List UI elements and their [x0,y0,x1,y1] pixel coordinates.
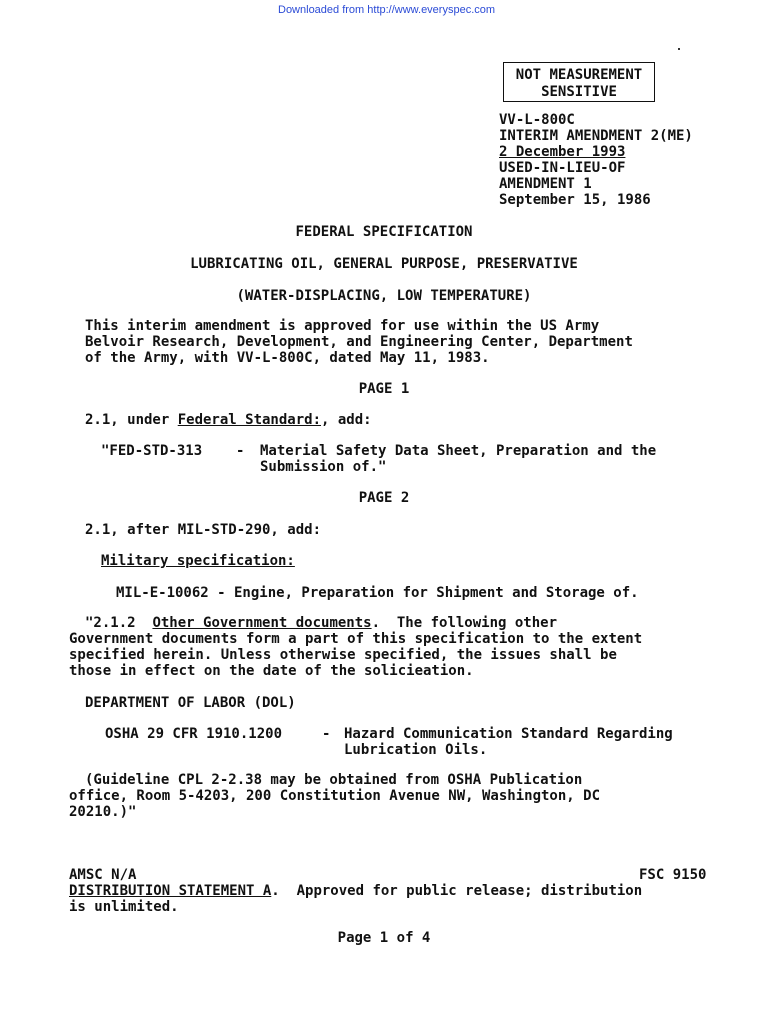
page-2-item: 2.1, after MIL-STD-290, add: [85,522,322,538]
intro-line-3: of the Army, with VV-L-800C, dated May 11, 1983. [85,350,490,366]
amendment-1-date: September 15, 1986 [499,192,651,208]
download-source-link[interactable]: Downloaded from http://www.everyspec.com [278,4,496,16]
distribution-line-2: is unlimited. [69,899,179,915]
distribution-statement [69,883,642,899]
amendment-date: 2 December 1993 [499,144,626,160]
measurement-box [503,62,655,102]
intro-line-2: Belvoir Research, Development, and Engineering Center, Department [85,334,633,350]
box-line-2: SENSITIVE [541,84,617,100]
amendment-1: AMENDMENT 1 [499,176,592,192]
page-1-heading: PAGE 1 [358,381,410,397]
page-number: Page 1 of 4 [337,930,431,946]
para-first-rest: . The following other [371,615,558,631]
fed-std-desc-2: Submission of." [260,459,387,475]
para-number: "2.1.2 [85,615,153,631]
para-line-3: specified herein. Unless otherwise specified, the issues shall be [69,647,617,663]
doc-id: VV-L-800C [499,112,575,128]
distribution-rest: . Approved for public release; distribution [271,883,643,899]
federal-standard-label: Federal Standard: [177,412,322,428]
para-2-1-2-first [85,615,557,631]
item-prefix: 2.1, under [85,412,178,428]
military-spec-heading: Military specification: [101,553,295,569]
osha-desc-1: Hazard Communication Standard Regarding [344,726,673,742]
fed-std-id: "FED-STD-313 [101,443,203,459]
guideline-line-1: (Guideline CPL 2-2.38 may be obtained from OSHA Publication [85,772,583,788]
fed-std-dash: - [236,443,245,459]
para-line-4: those in effect on the date of the solicieation. [69,663,474,679]
osha-dash: - [322,726,331,742]
box-line-1: NOT MEASUREMENT [515,67,643,83]
para-line-2: Government documents form a part of this specification to the extent [69,631,643,647]
fed-std-desc-1: Material Safety Data Sheet, Preparation and the [260,443,657,459]
distribution-label: DISTRIBUTION STATEMENT A [69,883,272,899]
title-federal-spec: FEDERAL SPECIFICATION [295,224,473,240]
other-gov-docs-label: Other Government documents [152,615,372,631]
guideline-line-2: office, Room 5-4203, 200 Constitution Avenue NW, Washington, DC [69,788,601,804]
dept-of-labor: DEPARTMENT OF LABOR (DOL) [85,695,296,711]
osha-id: OSHA 29 CFR 1910.1200 [105,726,283,742]
guideline-line-3: 20210.)" [69,804,137,820]
used-in-lieu: USED-IN-LIEU-OF [499,160,626,176]
amsc-label: AMSC N/A [69,867,137,883]
intro-line-1: This interim amendment is approved for use within the US Army [85,318,600,334]
page-1-item [85,412,372,428]
osha-desc-2: Lubrication Oils. [344,742,488,758]
amendment-number: INTERIM AMENDMENT 2(ME) [499,128,693,144]
mil-e-spec: MIL-E-10062 - Engine, Preparation for Shipment and Storage of. [116,585,639,601]
page-2-heading: PAGE 2 [358,490,410,506]
item-suffix: , add: [321,412,372,428]
fsc-label: FSC 9150 [639,867,707,883]
speck-mark [678,48,680,50]
title-water-displacing: (WATER-DISPLACING, LOW TEMPERATURE) [236,288,532,304]
title-lubricating-oil: LUBRICATING OIL, GENERAL PURPOSE, PRESERVATIVE [190,256,578,272]
